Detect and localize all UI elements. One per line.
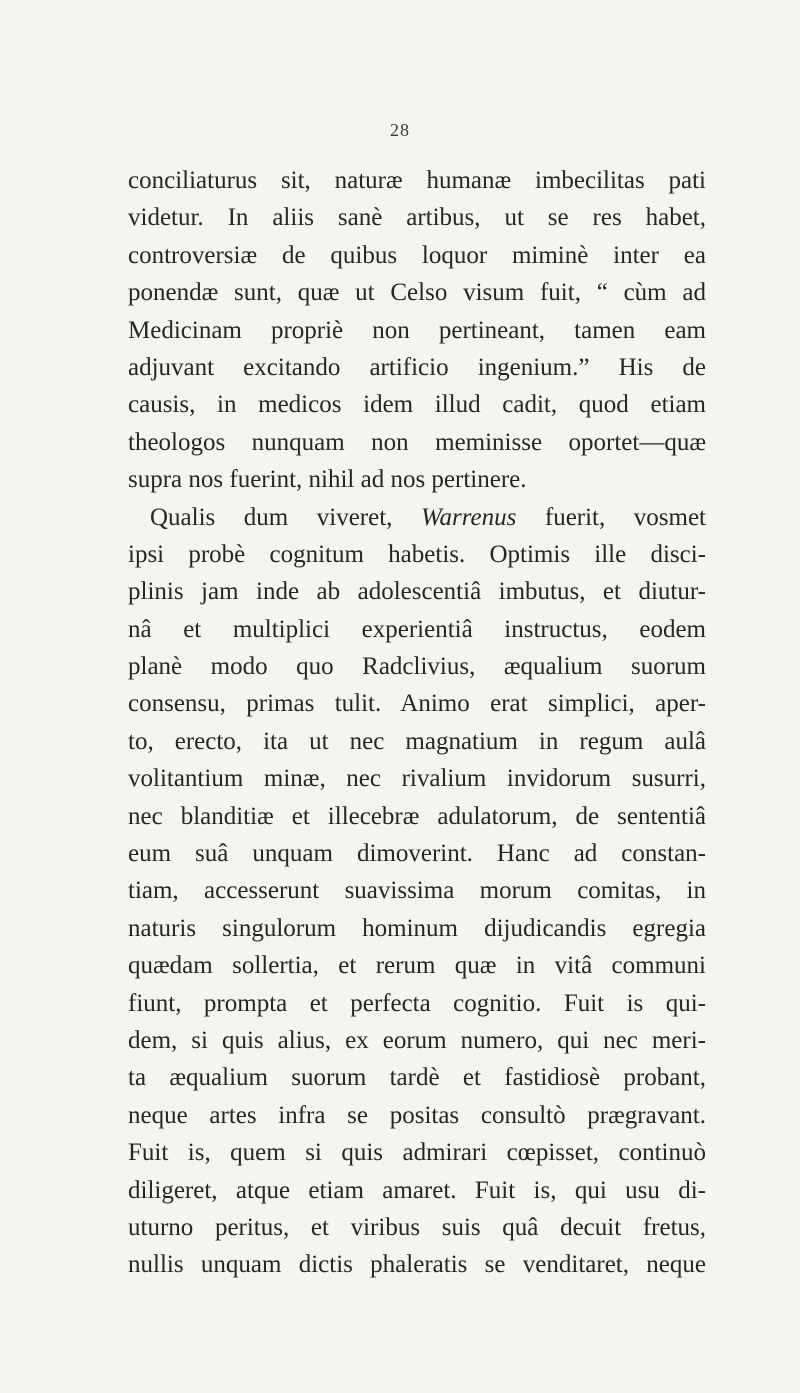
text-line: causis, in medicos idem illud cadit, quod etiam [128, 391, 706, 419]
text-line: supra nos fuerint, nihil ad nos pertinere. [128, 466, 527, 494]
text-line: controversiæ de quibus loquor miminè inter ea [128, 241, 706, 269]
italic-name: Warrenus [420, 503, 517, 531]
text-line: nec blanditiæ et illecebræ adulatorum, de sententiâ [128, 802, 706, 830]
text-line: Fuit is, quem si quis admirari cœpisset, continuò [128, 1139, 706, 1167]
text-line: quædam sollertia, et rerum quæ in vitâ communi [128, 952, 706, 980]
text-segment: Qualis dum viveret, [150, 503, 421, 531]
text-line: diligeret, atque etiam amaret. Fuit is, qui usu di- [128, 1176, 706, 1204]
text-line: Medicinam propriè non pertineant, tamen eam [128, 316, 706, 344]
text-line: adjuvant excitando artificio ingenium.” His de [128, 353, 706, 381]
text-line: ipsi probè cognitum habetis. Optimis ille disci- [128, 540, 706, 568]
text-line: to, erecto, ita ut nec magnatium in regum aulâ [128, 727, 706, 755]
body-text [128, 162, 706, 1284]
page-number: 28 [390, 120, 410, 140]
text-segment: fuerit, vosmet [516, 503, 706, 531]
text-line: fiunt, prompta et perfecta cognitio. Fuit is qui- [128, 989, 706, 1017]
text-line: ponendæ sunt, quæ ut Celso visum fuit, “ cùm ad [128, 279, 706, 307]
text-line: neque artes infra se positas consultò prægravant. [128, 1101, 706, 1129]
paragraph-start-line [128, 499, 706, 536]
text-line: tiam, accesserunt suavissima morum comitas, in [128, 877, 706, 905]
text-line: dem, si quis alius, ex eorum numero, qui nec meri- [128, 1026, 706, 1054]
text-line: nullis unquam dictis phaleratis se venditaret, neque [128, 1251, 706, 1279]
text-line: videtur. In aliis sanè artibus, ut se res habet, [128, 204, 706, 232]
text-line: plinis jam inde ab adolescentiâ imbutus, et diutur- [128, 578, 706, 606]
text-line: ta æqualium suorum tardè et fastidiosè probant, [128, 1064, 706, 1092]
text-line: conciliaturus sit, naturæ humanæ imbecilitas pati [128, 167, 706, 194]
text-line: theologos nunquam non meminisse oportet—quæ [128, 428, 706, 456]
text-line: naturis singulorum hominum dijudicandis egregia [128, 914, 706, 942]
text-line: uturno peritus, et viribus suis quâ decuit fretus, [128, 1213, 706, 1241]
text-line: consensu, primas tulit. Animo erat simplici, aper- [128, 690, 706, 718]
text-line: eum suâ unquam dimoverint. Hanc ad constan- [128, 840, 706, 868]
text-line: planè modo quo Radclivius, æqualium suorum [128, 653, 706, 681]
text-line: nâ et multiplici experientiâ instructus, eodem [128, 615, 706, 643]
text-line: volitantium minæ, nec rivalium invidorum susurri, [128, 765, 706, 793]
